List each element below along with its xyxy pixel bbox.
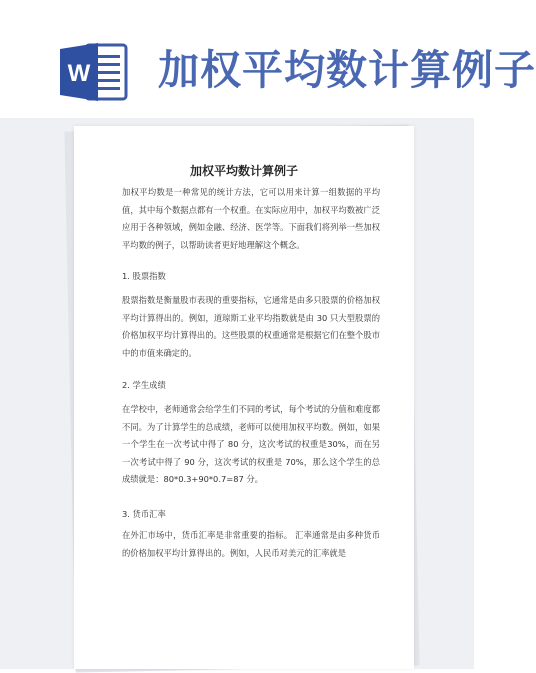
header bbox=[0, 0, 536, 118]
intro-paragraph: 加权平均数是一种常见的统计方法，它可以用来计算一组数据的平均值，其中每个数据点都有一个权重。在实际应用中，加权平均数被广泛应用于各种领域，例如金融、经济、医学等。下面我们将列举一些加权平均数的例子，以帮助读者更好地理解这个概念。 bbox=[122, 187, 380, 250]
svg-text:W: W bbox=[67, 60, 91, 87]
document-title: 加权平均数计算例子 bbox=[189, 164, 298, 178]
section-body-exchange-rate: 在外汇市场中，货币汇率是非常重要的指标。 汇率通常是由多种货币的价格加权平均计算得出的。例如，人民币对美元的汇率就是 bbox=[122, 530, 380, 558]
section-body-student-grades: 在学校中，老师通常会给学生们不同的考试，每个考试的分值和难度都不同。为了计算学生的总成绩，老师可以使用加权平均数。例如，如果一个学生在一次考试中得了 80 分，这次考试的权重是30%，而在另一次考试中得了 90 分，这次考试的权重是 70%，那么这个学生的总成绩就是：80*0.3+90*0.7=87 分。 bbox=[122, 404, 380, 484]
word-document-icon bbox=[60, 41, 128, 103]
page-title: 加权平均数计算例子 bbox=[158, 46, 536, 94]
document-page bbox=[74, 126, 414, 669]
section-heading-exchange-rate: 3. 货币汇率 bbox=[122, 509, 166, 519]
section-heading-student-grades: 2. 学生成绩 bbox=[122, 380, 166, 390]
section-heading-stock-index: 1. 股票指数 bbox=[122, 271, 166, 281]
section-body-stock-index: 股票指数是衡量股市表现的重要指标，它通常是由多只股票的价格加权平均计算得出的。例如，道琼斯工业平均指数就是由 30 只大型股票的价格加权平均计算得出的。这些股票的权重通常是根据它们在整个股市中的市值来确定的。 bbox=[122, 295, 380, 358]
